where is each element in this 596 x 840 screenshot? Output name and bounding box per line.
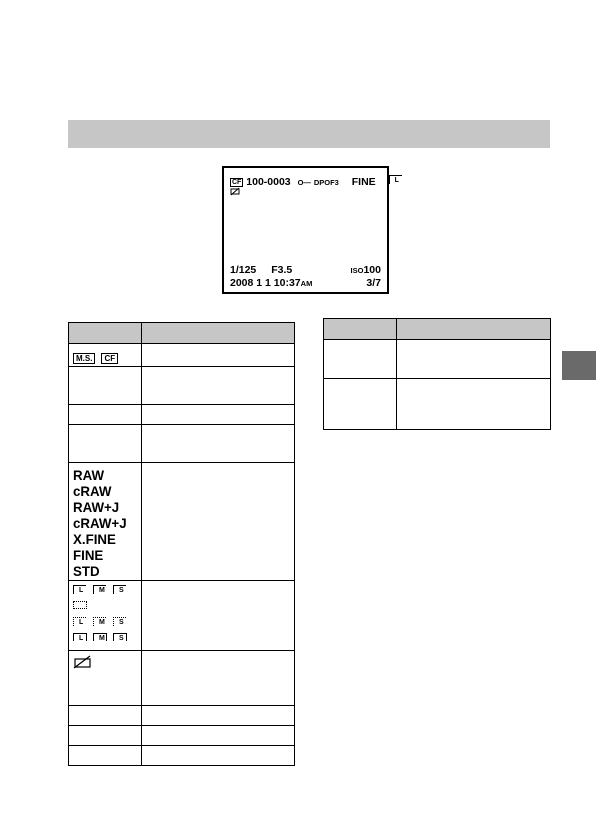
table-row [69,367,295,405]
battery-warning-icon [73,655,95,669]
size-medium-pan-icon: M [93,633,107,643]
display-indicators-table-left [68,322,295,766]
table-row [69,344,295,367]
compactflash-icon: CF [101,353,118,364]
image-quality: FINE [351,176,376,188]
battery-warning-icon [230,187,241,196]
recording-datetime: 2008 1 1 10:37 [230,277,301,289]
table-row [69,726,295,746]
image-size-icons [69,581,142,651]
iso-readout: ISO100 [350,264,381,276]
aperture-value: F3.5 [271,264,293,276]
protect-icon: O— [297,178,311,187]
lcd-second-line [230,187,383,199]
image-size-icon: L [389,175,403,185]
table-row [69,463,295,581]
size-small-16-9-icon: S [113,617,127,627]
size-medium-16-9-icon: M [93,617,107,627]
lcd-date-line: 2008 1 1 10:37AM 3/7 [230,277,381,289]
size-medium-icon: M [93,585,107,595]
table-header-row [69,323,295,344]
size-small-icon: S [113,585,127,595]
size-large-pan-icon: L [73,633,87,643]
shutter-speed: 1/125 [230,264,257,276]
table-row [69,746,295,766]
size-large-16-9-icon: L [73,617,87,627]
size-large-icon: L [73,585,87,595]
quality-list: RAW cRAW RAW+J cRAW+J X.FINE FINE STD [69,463,142,581]
chapter-side-tab [562,351,596,380]
table-row [69,706,295,726]
table-row [69,425,295,463]
table-row [69,405,295,425]
table-row [324,340,551,379]
display-indicators-table-right [323,318,551,430]
section-header-bar [68,120,550,148]
lcd-playback-display [222,166,399,294]
table-header-row [324,319,551,340]
table-row [324,379,551,430]
size-aps-icon [73,601,87,611]
dpof-label: DPOF3 [313,178,339,187]
memory-stick-icon: M.S. [73,353,95,364]
folder-file-number: 100-0003 [246,176,291,188]
table-row [69,651,295,706]
size-small-pan-icon: S [113,633,127,643]
frame-counter: 3/7 [366,277,381,289]
memory-card-icon: CF [232,179,242,186]
table-row [69,581,295,651]
lcd-exposure-line [230,264,383,276]
